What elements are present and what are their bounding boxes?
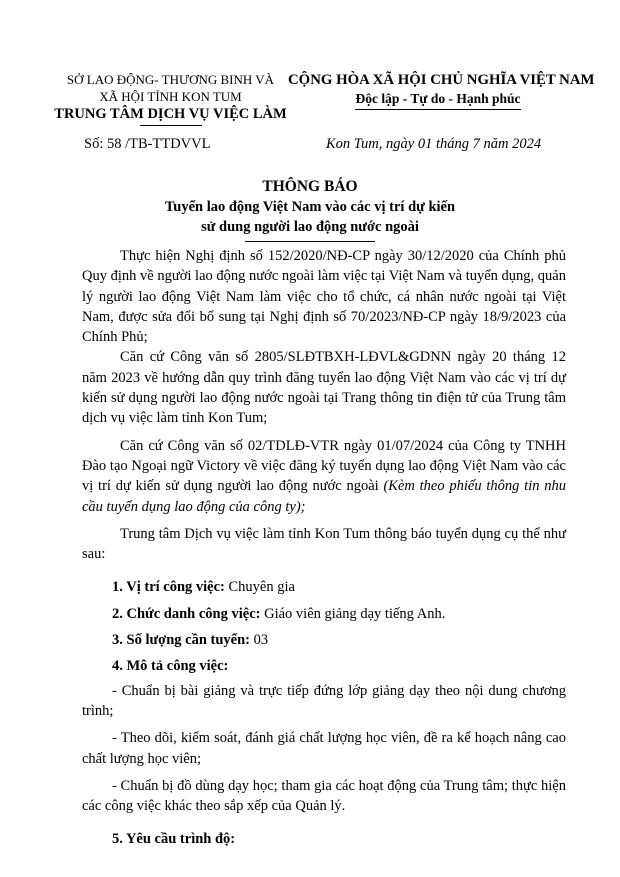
item-job-position	[82, 577, 566, 597]
item-3-label: 3. Số lượng cần tuyển:	[112, 632, 250, 649]
paragraph-announcement: Trung tâm Dịch vụ việc làm tỉnh Kon Tum thông báo tuyển dụng cụ thể như sau:	[82, 525, 566, 563]
description-bullet: - Chuẩn bị bài giảng và trực tiếp đứng lớp giảng dạy theo nội dung chương trình;	[82, 682, 566, 719]
agency-line-2: XÃ HỘI TỈNH KON TUM	[99, 89, 242, 104]
item-1-value: Chuyên gia	[224, 579, 295, 596]
document-body	[82, 246, 566, 850]
agency-name: TRUNG TÂM DỊCH VỤ VIỆC LÀM	[54, 106, 287, 122]
item-job-description	[82, 656, 566, 676]
item-4-label: 4. Mô tả công việc:	[112, 658, 229, 675]
item-job-title	[82, 604, 566, 624]
item-5-label: 5. Yêu cầu trình độ:	[112, 831, 236, 848]
paragraph-3-text: Căn cứ Công văn số 02/TDLĐ-VTR ngày 01/07/2024 của Công ty TNHH Đào tạo Ngoại ngữ Victory về việc đăng ký tuyển dụng lao động Việt Nam vào các vị trí dự kiến sử dụng người lao động nước ngoài	[82, 437, 566, 495]
item-qualification-requirements	[82, 829, 566, 849]
title-underline	[245, 241, 375, 242]
description-bullet: - Chuẩn bị đồ dùng dạy học; tham gia các hoạt động của Trung tâm; thực hiện các công việc khác theo sắp xếp của Quản lý.	[82, 777, 566, 815]
national-motto: Độc lập - Tự do - Hạnh phúc	[355, 90, 520, 110]
document-number: Số: 58 /TB-TTDVVL	[84, 136, 211, 152]
national-title: CỘNG HÒA XÃ HỘI CHỦ NGHĨA VIỆT NAM	[288, 72, 595, 88]
description-bullet: - Theo dõi, kiểm soát, đánh giá chất lượng học viên, đề ra kế hoạch nâng cao chất lượng học viên;	[82, 730, 566, 767]
paragraph-legal-basis-3	[82, 436, 566, 517]
place-and-date: Kon Tum, ngày 01 tháng 7 năm 2024	[326, 136, 542, 152]
agency-underline	[140, 125, 202, 126]
item-2-label: 2. Chức danh công việc:	[112, 605, 261, 622]
item-1-label: 1. Vị trí công việc:	[112, 579, 225, 596]
document-subtitle-line-1: Tuyển lao động Việt Nam vào các vị trí dự kiến	[164, 199, 456, 215]
paragraph-legal-basis-2: Căn cứ Công văn số 2805/SLĐTBXH-LĐVL&GDNN ngày 20 tháng 12 năm 2023 về hướng dẫn quy trình đăng tuyển lao động Việt Nam vào các vị trí dự kiến sử dụng người lao động nước ngoài tại Trang thông tin điện tử của Trung tâm dịch vụ việc làm tỉnh Kon Tum;	[82, 349, 566, 427]
item-2-value: Giáo viên giảng dạy tiếng Anh.	[260, 605, 446, 622]
agency-line-1: SỞ LAO ĐỘNG- THƯƠNG BINH VÀ	[66, 72, 275, 87]
issuing-agency	[48, 71, 293, 126]
paragraph-legal-basis-1: Thực hiện Nghị định số 152/2020/NĐ-CP ngày 30/12/2020 của Chính phủ Quy định về người lao động nước ngoài làm việc tại Việt Nam và tuyển dụng, quản lý người lao động Việt Nam làm việc cho tổ chức, cá nhân nước ngoài tại Việt Nam, được sửa đổi bổ sung tại Nghị định số 70/2023/NĐ-CP ngày 18/9/2023 của Chính Phủ;	[82, 248, 566, 346]
document-title-block	[60, 176, 560, 242]
national-header	[288, 71, 595, 110]
document-subtitle-line-2: sử dung người lao động nước ngoài	[201, 219, 419, 235]
item-headcount	[82, 630, 566, 650]
paragraph-3-note: (Kèm theo phiếu thông tin nhu cầu tuyển dụng lao động của công ty);	[82, 478, 567, 515]
document-title: THÔNG BÁO	[262, 178, 358, 195]
item-3-value: 03	[249, 632, 269, 649]
